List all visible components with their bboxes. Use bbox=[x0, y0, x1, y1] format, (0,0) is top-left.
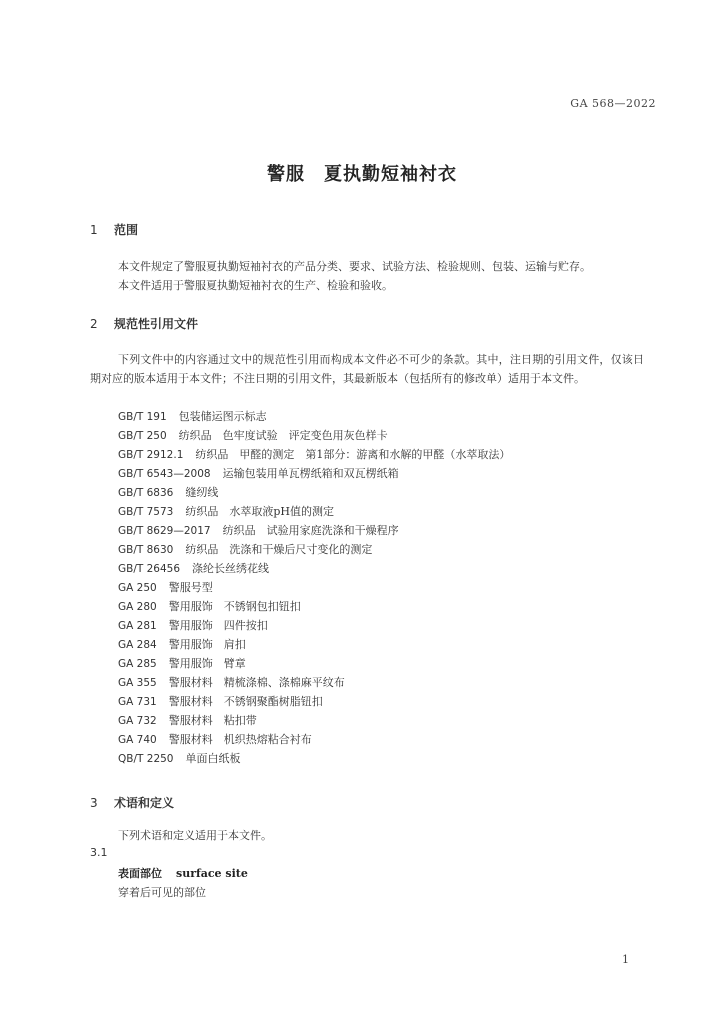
reference-item bbox=[118, 426, 510, 445]
reference-item bbox=[118, 578, 510, 597]
term-number: 3.1 bbox=[90, 846, 108, 859]
section-number: 1 bbox=[90, 223, 98, 237]
reference-code: GB/T 2912.1 bbox=[118, 449, 184, 461]
reference-title: 警用服饰 四件按扣 bbox=[168, 619, 268, 632]
reference-title: 涤纶长丝绣花线 bbox=[192, 562, 270, 575]
reference-list bbox=[118, 407, 510, 768]
reference-title: 缝纫线 bbox=[185, 486, 219, 499]
references-intro: 下列文件中的内容通过文中的规范性引用而构成本文件必不可少的条款。其中，注日期的引用文件，仅该日期对应的版本适用于本文件；不注日期的引用文件，其最新版本（包括所有的修改单）适用于本文件。 bbox=[90, 353, 644, 385]
document-title: 警服 夏执勤短袖衬衣 bbox=[267, 164, 457, 185]
scope-paragraph-2: 本文件适用于警服夏执勤短袖衬衣的生产、检验和验收。 bbox=[118, 279, 393, 292]
reference-code: GB/T 6836 bbox=[118, 487, 174, 499]
reference-item bbox=[118, 540, 510, 559]
reference-item bbox=[118, 483, 510, 502]
reference-code: GA 731 bbox=[118, 696, 157, 708]
reference-item bbox=[118, 464, 510, 483]
reference-code: GB/T 8629—2017 bbox=[118, 525, 211, 537]
reference-item bbox=[118, 635, 510, 654]
reference-title: 警用服饰 肩扣 bbox=[168, 638, 246, 651]
reference-code: GB/T 8630 bbox=[118, 544, 174, 556]
reference-code: GA 281 bbox=[118, 620, 157, 632]
section-number: 3 bbox=[90, 796, 98, 810]
reference-item bbox=[118, 692, 510, 711]
reference-title: 警服材料 不锈钢聚酯树脂钮扣 bbox=[168, 695, 323, 708]
reference-title: 警服号型 bbox=[168, 581, 213, 594]
reference-title: 纺织品 甲醛的测定 第1部分：游离和水解的甲醛（水萃取法） bbox=[195, 448, 511, 461]
reference-item bbox=[118, 559, 510, 578]
standard-code: GA 568—2022 bbox=[570, 97, 656, 110]
reference-code: GB/T 250 bbox=[118, 430, 167, 442]
section-1-heading bbox=[90, 221, 138, 238]
reference-code: GA 740 bbox=[118, 734, 157, 746]
reference-item bbox=[118, 407, 510, 426]
reference-item bbox=[118, 445, 510, 464]
scope-paragraph-1: 本文件规定了警服夏执勤短袖衬衣的产品分类、要求、试验方法、检验规则、包装、运输与贮存。 bbox=[118, 260, 591, 273]
section-title: 术语和定义 bbox=[114, 796, 175, 810]
terms-intro: 下列术语和定义适用于本文件。 bbox=[118, 829, 272, 842]
reference-title: 警服材料 机织热熔粘合衬布 bbox=[168, 733, 312, 746]
term-entry bbox=[118, 865, 248, 881]
reference-code: GA 732 bbox=[118, 715, 157, 727]
reference-title: 纺织品 试验用家庭洗涤和干燥程序 bbox=[222, 524, 399, 537]
reference-code: GB/T 191 bbox=[118, 411, 167, 423]
section-2-heading bbox=[90, 315, 198, 332]
reference-title: 单面白纸板 bbox=[185, 752, 241, 765]
reference-title: 纺织品 洗涤和干燥后尺寸变化的测定 bbox=[185, 543, 373, 556]
reference-code: GA 285 bbox=[118, 658, 157, 670]
reference-item bbox=[118, 749, 510, 768]
term-chinese: 表面部位 bbox=[118, 867, 162, 880]
section-3-heading bbox=[90, 794, 174, 811]
reference-code: QB/T 2250 bbox=[118, 753, 174, 765]
page-number: 1 bbox=[622, 953, 629, 966]
reference-item bbox=[118, 521, 510, 540]
reference-code: GB/T 6543—2008 bbox=[118, 468, 211, 480]
reference-item bbox=[118, 616, 510, 635]
section-number: 2 bbox=[90, 317, 98, 331]
reference-code: GA 280 bbox=[118, 601, 157, 613]
reference-title: 包装储运图示标志 bbox=[178, 410, 267, 423]
reference-code: GA 355 bbox=[118, 677, 157, 689]
reference-title: 纺织品 水萃取液pH值的测定 bbox=[185, 505, 334, 518]
reference-code: GB/T 26456 bbox=[118, 563, 181, 575]
reference-code: GA 284 bbox=[118, 639, 157, 651]
term-english: surface site bbox=[176, 867, 248, 880]
reference-title: 警用服饰 臂章 bbox=[168, 657, 246, 670]
term-definition: 穿着后可见的部位 bbox=[118, 886, 206, 899]
reference-code: GB/T 7573 bbox=[118, 506, 174, 518]
reference-title: 运输包装用单瓦楞纸箱和双瓦楞纸箱 bbox=[222, 467, 399, 480]
reference-title: 警服材料 精梳涤棉、涤棉麻平纹布 bbox=[168, 676, 345, 689]
section-title: 规范性引用文件 bbox=[114, 317, 199, 331]
reference-item bbox=[118, 654, 510, 673]
reference-title: 纺织品 色牢度试验 评定变色用灰色样卡 bbox=[178, 429, 388, 442]
reference-title: 警用服饰 不锈钢包扣钮扣 bbox=[168, 600, 301, 613]
reference-item bbox=[118, 673, 510, 692]
reference-title: 警服材料 粘扣带 bbox=[168, 714, 257, 727]
reference-code: GA 250 bbox=[118, 582, 157, 594]
reference-item bbox=[118, 730, 510, 749]
section-title: 范围 bbox=[114, 223, 139, 237]
reference-item bbox=[118, 597, 510, 616]
reference-item bbox=[118, 502, 510, 521]
reference-item bbox=[118, 711, 510, 730]
